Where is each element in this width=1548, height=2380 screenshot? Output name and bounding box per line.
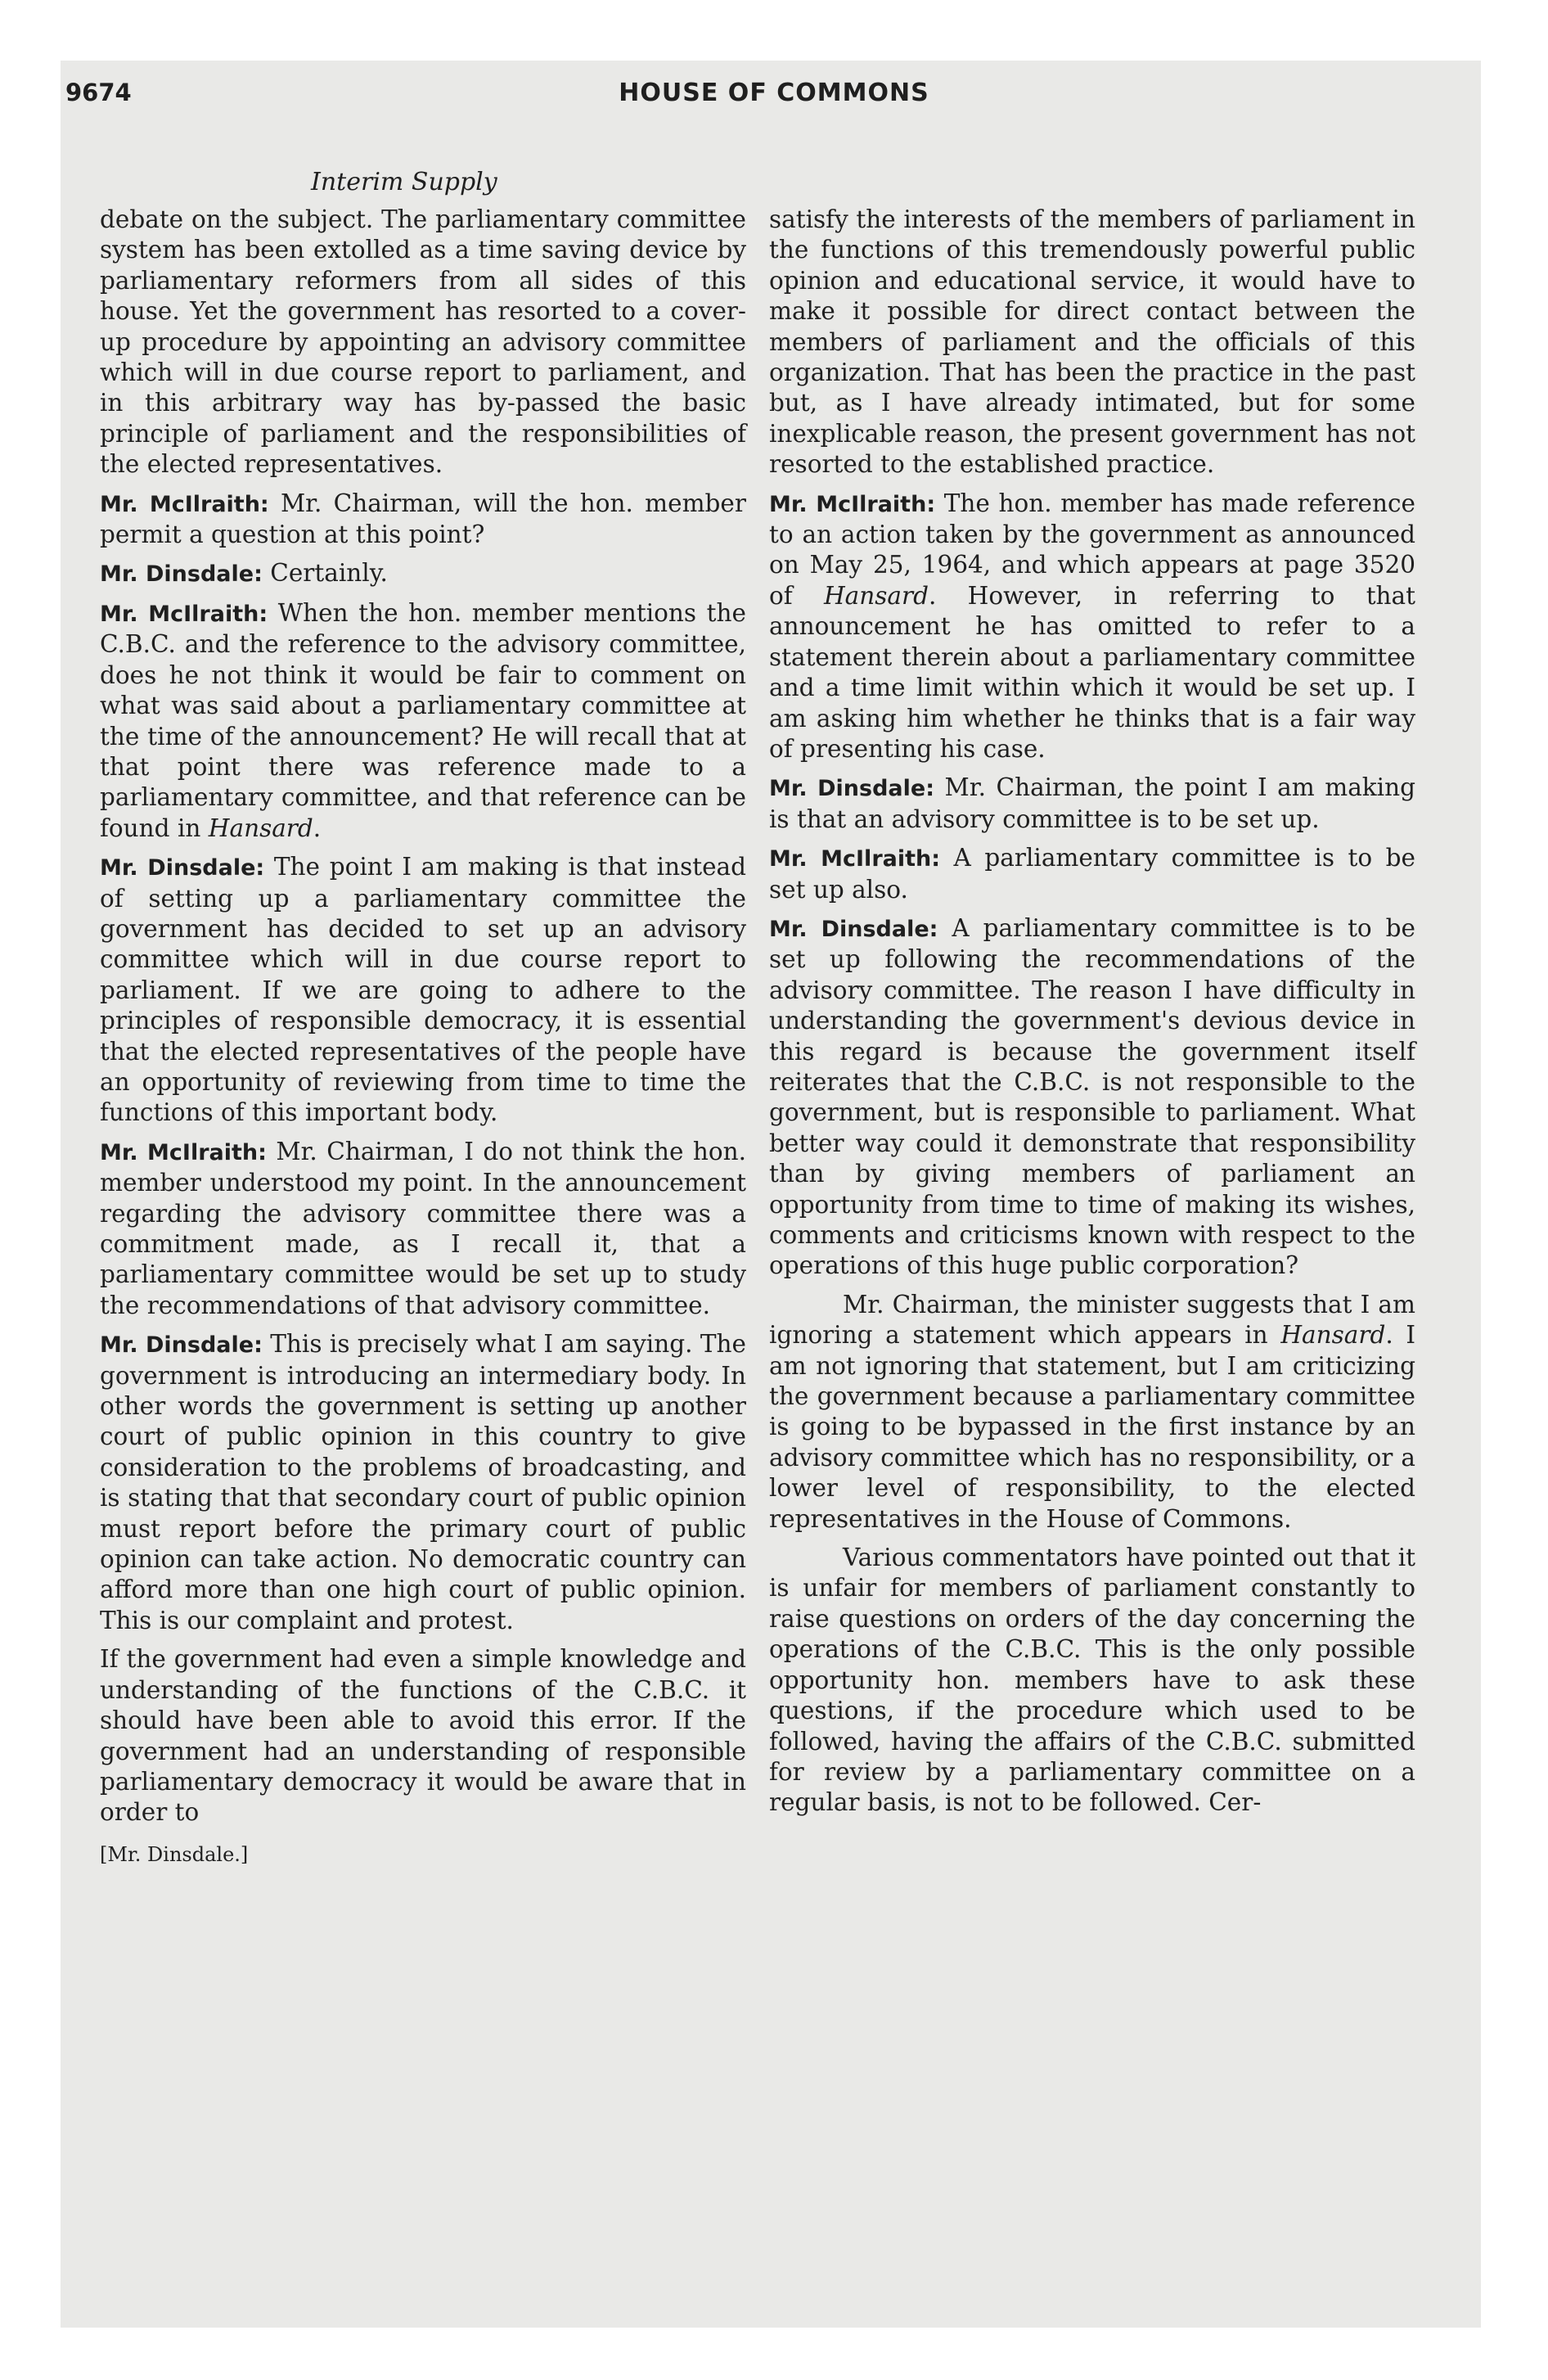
paragraph (769, 1290, 1415, 1535)
page-header (65, 79, 1483, 128)
paragraph-text: satisfy the interests of the members of parliament in the functions of this tremendously powerful public opinion and educational service, it would have to make it possible for direct contact between the members of parliament and the officials of this organization. That has been the practice in the past but, as I have already intimated, but for some inexplicable reason, the present government has not resorted to the established practice. (769, 205, 1415, 479)
speech-text: The hon. member has made reference to an action taken by the government as announced on May 25, 1964, and which appears at page 3520 of (769, 489, 1415, 610)
exchange-paragraph (100, 558, 746, 589)
exchange-paragraph (100, 489, 746, 551)
exchange-paragraph (769, 843, 1415, 905)
speech-text: . However, in referring to that announcement he has omitted to refer to a statement therein about a parliamentary committee and a time limit within which it would be set up. I am asking him whether he thinks that is a fair way of presenting his case. (769, 581, 1415, 763)
speech-text: Mr. Chairman, the point I am making is that an advisory committee is to be set up. (769, 773, 1415, 833)
speech-text: Certainly. (262, 559, 388, 588)
exchange-paragraph (769, 913, 1415, 1282)
exchange-paragraph (100, 598, 746, 844)
speech-text: This is precisely what I am saying. The government is introducing an intermediary body. In other words the government is setting up another court of public opinion in this country to give consideration to the problems of broadcasting, and is stating that that secondary court of public opinion must report before the primary court of public opinion can take action. No democratic country can afford more than one high court of public opinion. This is our complaint and protest. (100, 1330, 746, 1634)
speech-text: When the hon. member mentions the C.B.C. and the reference to the advisory committee, does he not think it would be fair to comment on what was said about a parliamentary committee at the time of the announcement? He will recall that at that point there was reference made to a parliamentary committee, and that reference can be found in (100, 598, 746, 842)
speaker-label: Mr. Dinsdale: (769, 916, 938, 942)
speaker-label: Mr. Dinsdale: (100, 1332, 263, 1359)
speaker-label: Mr. Dinsdale: (769, 776, 935, 802)
speech-text: . (313, 814, 322, 842)
paragraph-text: If the government had even a simple knowledge and understanding of the functions of the C.B.C. it should have been able to avoid this error. If the government had an understanding of responsible parliamentary democracy it would be aware that in order to (100, 1645, 746, 1827)
speaker-label: Mr. Dinsdale: (100, 561, 263, 588)
speaker-label: Mr. McIlraith: (100, 491, 269, 517)
exchange-paragraph (100, 1329, 746, 1636)
running-head: Interim Supply (311, 168, 497, 196)
exchange-paragraph (769, 773, 1415, 835)
speech-text: A parliamentary committee is to be set up also. (769, 844, 1415, 904)
paragraph (100, 205, 746, 480)
paragraph-text: Various commentators have pointed out that it is unfair for members of parliament constantly to raise questions on orders of the day concerning the operations of the C.B.C. This is the only possible opportunity hon. members have to ask these questions, if the procedure which used to be followed, having the affairs of the C.B.C. submitted for review by a parliamentary committee on a regular basis, is not to be followed. Cer- (769, 1544, 1415, 1817)
paragraph-text: . I am not ignoring that statement, but I am criticizing the government because a parliamentary committee is going to be bypassed in the first instance by an advisory committee which has no responsibility, or a lower level of responsibility, to the elected representatives in the House of Commons. (769, 1321, 1415, 1533)
exchange-paragraph (769, 489, 1415, 765)
right-column (769, 205, 1415, 1827)
paragraph (100, 1644, 746, 1828)
page-number: 9674 (65, 79, 132, 106)
hansard-citation: Hansard (1280, 1321, 1386, 1350)
hansard-citation: Hansard (823, 581, 929, 610)
paragraph-text: debate on the subject. The parliamentary committee system has been extolled as a time saving device by parliamentary reformers from all sides of this house. Yet the government has resorted to a cover-up procedure by appointing an advisory committee which will in due course report to parliament, and in this arbitrary way has by-passed the basic principle of parliament and the responsibilities of the elected representatives. (100, 205, 746, 479)
speech-text: Mr. Chairman, will the hon. member permit a question at this point? (100, 489, 746, 549)
speaker-footer: [Mr. Dinsdale.] (100, 1842, 249, 1866)
paragraph (769, 205, 1415, 480)
exchange-paragraph (100, 852, 746, 1129)
speech-text: The point I am making is that instead of setting up a parliamentary committee the government has decided to set up an advisory committee which will in due course report to parliament. If we are going to adhere to the principles of responsible democracy, it is essential that the elected representatives of the people have an opportunity of reviewing from time to time the functions of this important body. (100, 853, 746, 1127)
speech-text: A parliamentary committee is to be set up following the recommendations of the advisory committee. The reason I have difficulty in understanding the government's devious device in this regard is because the government itself reiterates that the C.B.C. is not responsible to the government, but is responsible to parliament. What better way could it demonstrate that responsibility than by giving members of parliament an opportunity from time to time of making its wishes, comments and criticisms known with respect to the operations of this huge public corporation? (769, 913, 1415, 1280)
speech-text: Mr. Chairman, I do not think the hon. member understood my point. In the announcement regarding the advisory committee there was a commitment made, as I recall it, that a parliamentary committee would be set up to study the recommendations of that advisory committee. (100, 1137, 746, 1319)
speaker-label: Mr. McIlraith: (769, 491, 936, 517)
journal-title: HOUSE OF COMMONS (619, 79, 929, 107)
speaker-label: Mr. Dinsdale: (100, 855, 265, 881)
hansard-citation: Hansard (208, 814, 313, 842)
left-column (100, 205, 746, 1878)
speaker-label: Mr. McIlraith: (100, 601, 268, 627)
paragraph (769, 1543, 1415, 1819)
exchange-paragraph (100, 1137, 746, 1321)
speaker-label: Mr. McIlraith: (769, 846, 941, 872)
speaker-label: Mr. McIlraith: (100, 1139, 267, 1165)
paragraph-text: Mr. Chairman, the minister suggests that I am ignoring a statement which appears in (769, 1290, 1415, 1350)
